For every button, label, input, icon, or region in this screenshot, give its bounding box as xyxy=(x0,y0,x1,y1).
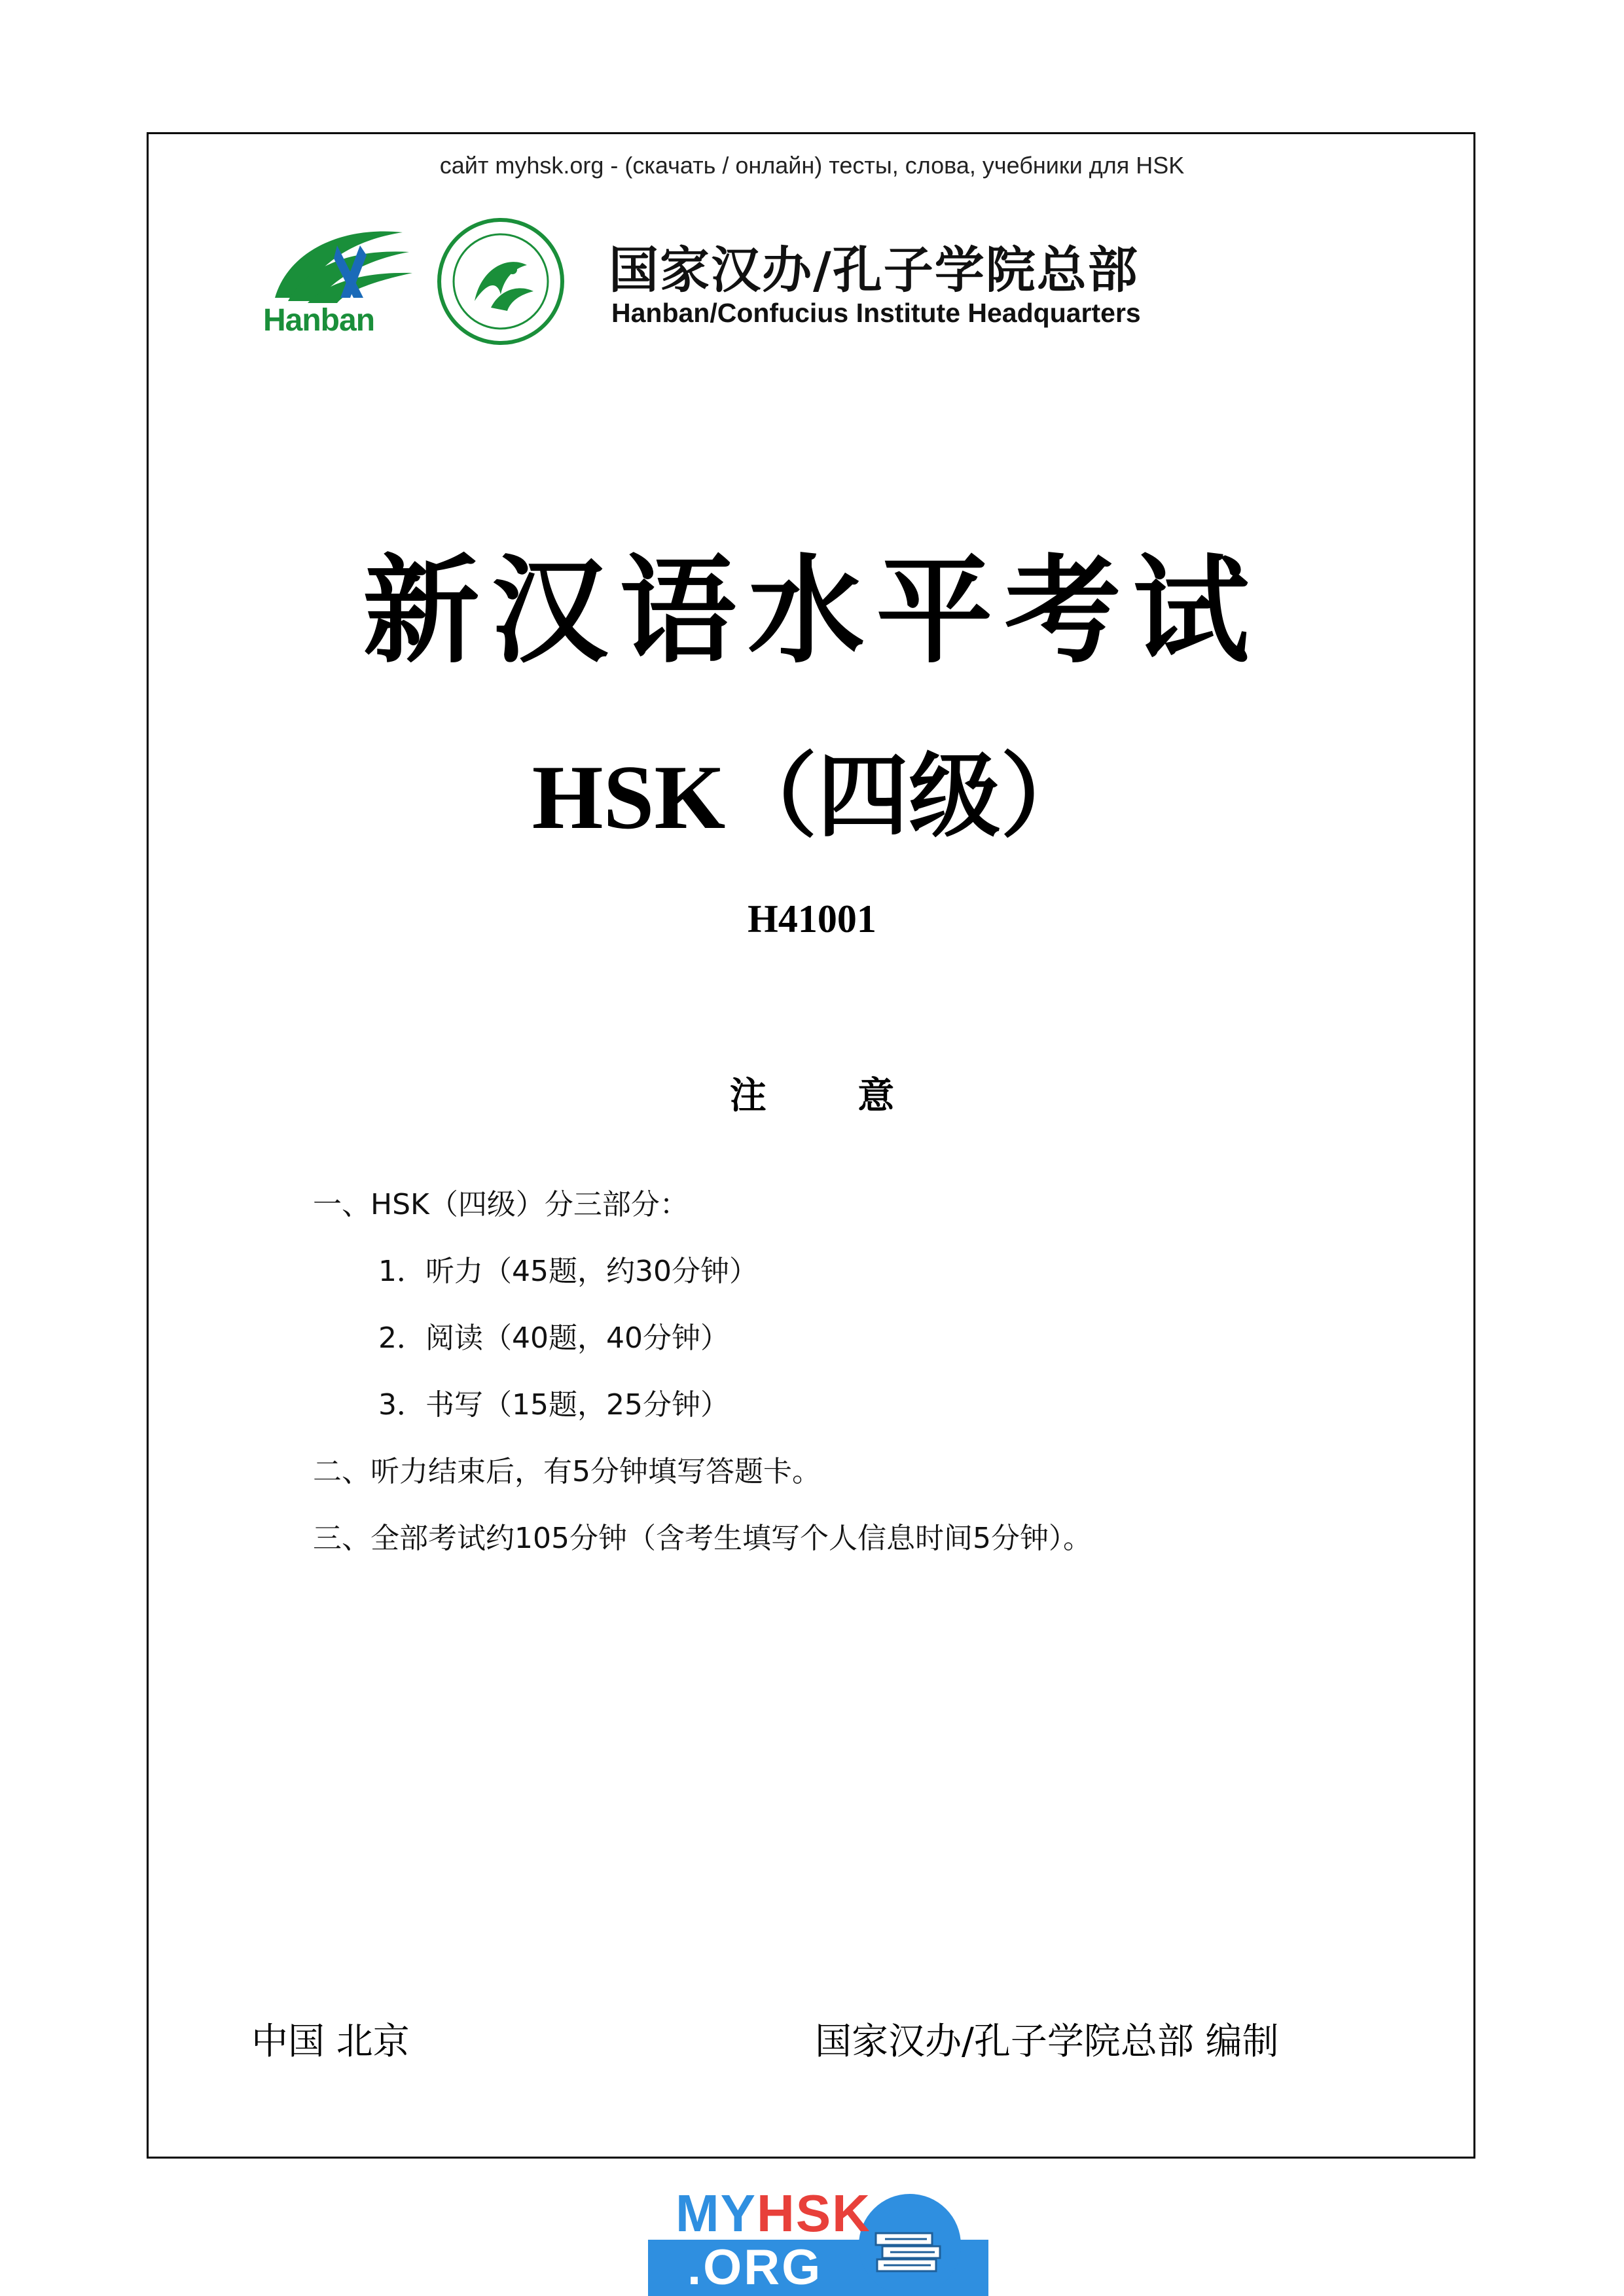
hanban-logo-text: Hanban xyxy=(263,303,375,338)
org-name-english: Hanban/Confucius Institute Headquarters xyxy=(611,298,1141,328)
books-icon xyxy=(871,2219,949,2284)
badge-title xyxy=(676,2183,871,2244)
page-frame xyxy=(147,132,1475,2159)
badge-my-text: MY xyxy=(676,2184,757,2242)
site-header-line[interactable]: сайт myhsk.org - (скачать / онлайн) тесты, слова, учебники для HSK xyxy=(439,152,1185,179)
notice-heading: 注 意 xyxy=(729,1075,895,1117)
footer-publisher: 国家汉办/孔子学院总部 编制 xyxy=(815,2020,1279,2063)
org-name-chinese: 国家汉办/孔子学院总部 xyxy=(609,241,1139,299)
badge-hsk-text: HSK xyxy=(757,2184,871,2242)
confucius-institute-logo-icon xyxy=(435,216,566,347)
instructions-list xyxy=(313,1172,1092,1572)
myhsk-badge[interactable] xyxy=(648,2179,988,2296)
badge-org-text: .ORG xyxy=(687,2240,823,2295)
instruction-subitem: 3．书写（15题，25分钟） xyxy=(378,1388,729,1422)
exam-code: H41001 xyxy=(748,897,876,941)
exam-level-title: HSK（四级） xyxy=(532,747,1092,848)
instruction-item: 三、全部考试约105分钟（含考生填写个人信息时间5分钟）。 xyxy=(313,1522,1092,1555)
instruction-item: 二、听力结束后，有5分钟填写答题卡。 xyxy=(313,1455,821,1488)
instruction-subitem: 1．听力（45题，约30分钟） xyxy=(378,1255,758,1288)
instruction-subitem: 2．阅读（40题，40分钟） xyxy=(378,1321,729,1355)
instruction-item: 一、HSK（四级）分三部分： xyxy=(313,1188,689,1221)
exam-main-title: 新汉语水平考试 xyxy=(363,542,1261,679)
footer-location: 中国 北京 xyxy=(251,2020,410,2063)
